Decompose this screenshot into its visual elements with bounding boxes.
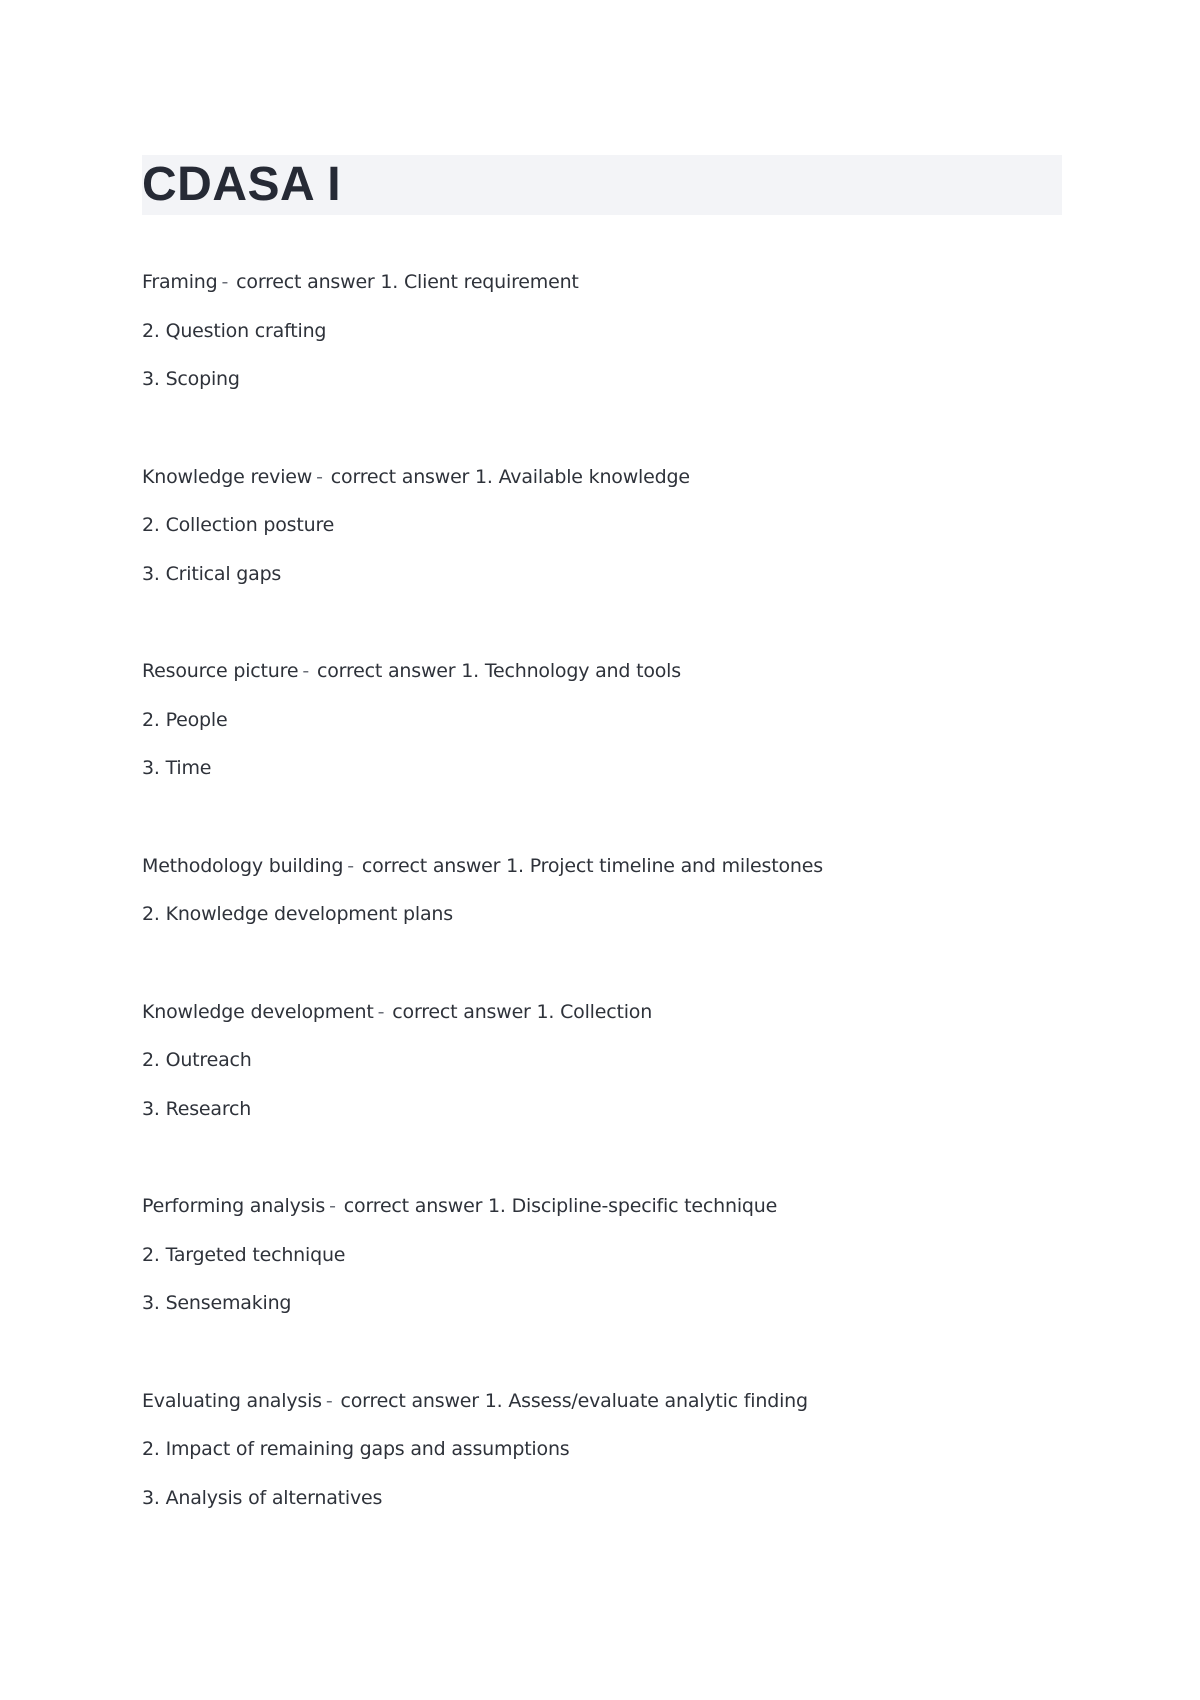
answer-item: 3. Sensemaking [142,1292,292,1314]
flashcard-list [142,258,1062,1571]
answer-item: 3. Research [142,1097,252,1120]
question-line [142,453,1062,502]
term-label: Evaluating analysis [142,1389,322,1412]
question-line [142,1377,1062,1426]
separator: - [329,1195,336,1217]
question-line [142,258,1062,307]
term-label: Knowledge review [142,465,313,488]
answer-item: 2. Knowledge development plans [142,903,453,925]
answer-marker: correct answer [361,854,501,877]
term-label: Methodology building [142,854,344,877]
answer-marker: correct answer [317,660,456,682]
answer-item: 2. Collection posture [142,514,335,536]
answer-item: 2. Targeted technique [142,1243,346,1266]
question-line [142,842,1062,891]
answer-item: 1. Client requirement [380,271,579,293]
answer-marker: correct answer [343,1195,483,1217]
document-title: CDASA I [142,158,342,211]
flashcard-section [142,647,1062,793]
answer-item: 1. Collection [536,1000,653,1023]
answer-marker: correct answer [330,465,470,488]
question-line [142,647,1062,696]
answer-item: 3. Time [142,757,212,779]
answer-item: 1. Available knowledge [475,465,690,488]
answer-item: 1. Technology and tools [461,660,681,682]
flashcard-section [142,1182,1062,1328]
answer-marker: correct answer [392,1000,531,1023]
separator: - [377,1000,385,1023]
answer-item: 1. Project timeline and milestones [506,854,823,877]
question-line [142,988,1062,1037]
answer-marker: correct answer [340,1389,479,1412]
flashcard-section [142,453,1062,599]
question-line [142,1182,1062,1231]
separator: - [302,660,309,682]
answer-item: 1. Assess/evaluate analytic finding [484,1389,808,1412]
term-label: Resource picture [142,660,299,682]
flashcard-section [142,988,1062,1134]
flashcard-section [142,258,1062,404]
answer-item: 3. Scoping [142,368,240,390]
answer-item: 2. Impact of remaining gaps and assumptions [142,1438,570,1460]
term-label: Knowledge development [142,1000,374,1023]
answer-item: 2. Question crafting [142,319,327,342]
answer-item: 2. Outreach [142,1049,252,1071]
term-label: Framing [142,271,218,293]
answer-marker: correct answer [236,271,375,293]
answer-item: 2. People [142,708,228,731]
answer-item: 3. Analysis of alternatives [142,1486,383,1509]
title-band [142,155,1062,215]
separator: - [221,271,229,293]
answer-item: 1. Discipline-specific technique [488,1195,778,1217]
separator: - [316,465,323,488]
term-label: Performing analysis [142,1195,326,1217]
answer-item: 3. Critical gaps [142,562,282,585]
flashcard-section [142,1377,1062,1523]
separator: - [347,854,354,877]
flashcard-section [142,842,1062,939]
separator: - [325,1389,333,1412]
